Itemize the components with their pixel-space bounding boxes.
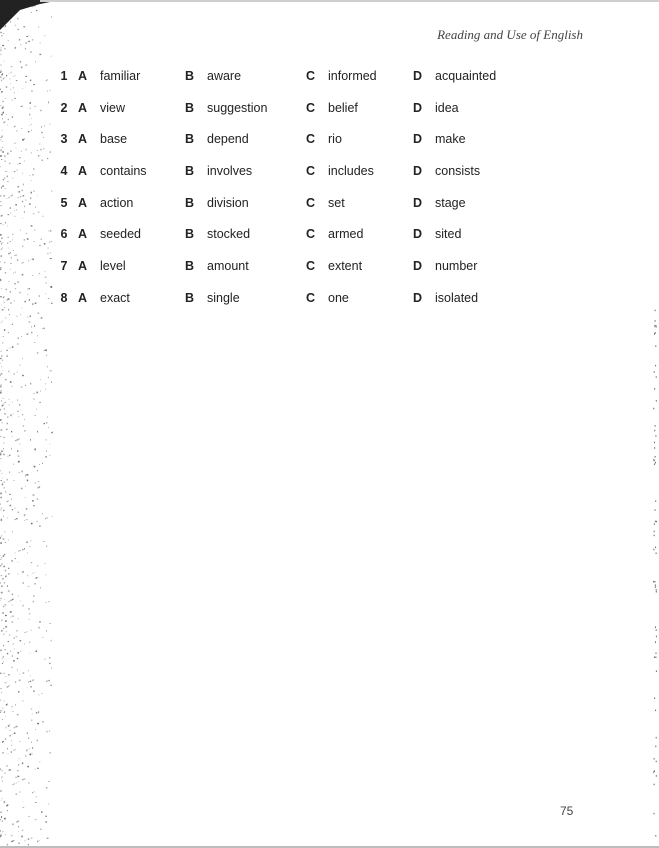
option-letter: B xyxy=(185,100,195,115)
option-word: stocked xyxy=(207,227,251,242)
option-letter: A xyxy=(78,290,88,305)
option-letter: A xyxy=(78,258,88,273)
option-letter: D xyxy=(413,258,423,273)
option-word: sited xyxy=(435,227,462,242)
option-word: depend xyxy=(207,132,249,147)
question-row xyxy=(50,123,525,155)
option-letter: A xyxy=(78,100,88,115)
question-number: 1 xyxy=(60,68,68,83)
question-number: 8 xyxy=(60,290,68,305)
option-word: familiar xyxy=(100,68,141,83)
option-word: isolated xyxy=(435,290,479,305)
option-word: involves xyxy=(207,163,253,178)
question-row xyxy=(50,250,525,282)
option-letter: A xyxy=(78,227,88,242)
question-number: 3 xyxy=(60,132,68,147)
scan-edge-right xyxy=(653,300,657,840)
option-letter: D xyxy=(413,227,423,242)
option-letter: D xyxy=(413,163,423,178)
option-word: contains xyxy=(100,163,147,178)
question-row xyxy=(50,187,525,219)
option-word: aware xyxy=(207,68,242,83)
option-word: set xyxy=(328,195,345,210)
option-letter: C xyxy=(306,100,316,115)
option-word: acquainted xyxy=(435,68,497,83)
option-word: consists xyxy=(435,163,481,178)
option-letter: A xyxy=(78,68,88,83)
option-word: make xyxy=(435,132,466,147)
option-word: view xyxy=(100,100,126,115)
question-number: 6 xyxy=(60,227,68,242)
option-letter: A xyxy=(78,132,88,147)
option-letter: B xyxy=(185,163,195,178)
option-word: stage xyxy=(435,195,466,210)
option-letter: B xyxy=(185,290,195,305)
page-number: 75 xyxy=(560,804,574,818)
option-word: armed xyxy=(328,227,364,242)
answer-options-table xyxy=(50,60,525,314)
option-letter: C xyxy=(306,68,316,83)
option-letter: D xyxy=(413,132,423,147)
option-letter: C xyxy=(306,290,316,305)
option-word: includes xyxy=(328,163,374,178)
question-row xyxy=(50,282,525,314)
option-word: number xyxy=(435,258,478,273)
option-letter: D xyxy=(413,100,423,115)
option-letter: D xyxy=(413,195,423,210)
option-word: idea xyxy=(435,100,459,115)
question-row xyxy=(50,92,525,124)
top-rule xyxy=(40,0,659,2)
option-letter: B xyxy=(185,195,195,210)
option-letter: B xyxy=(185,132,195,147)
option-word: amount xyxy=(207,258,249,273)
option-letter: D xyxy=(413,68,423,83)
question-row xyxy=(50,218,525,250)
option-word: informed xyxy=(328,68,377,83)
option-letter: D xyxy=(413,290,423,305)
option-word: rio xyxy=(328,132,342,147)
question-number: 2 xyxy=(60,100,68,115)
option-word: exact xyxy=(100,290,130,305)
question-number: 4 xyxy=(60,163,68,178)
option-word: level xyxy=(100,258,126,273)
option-word: base xyxy=(100,132,128,147)
option-letter: B xyxy=(185,227,195,242)
question-row xyxy=(50,60,525,92)
option-word: one xyxy=(328,290,349,305)
option-word: belief xyxy=(328,100,358,115)
option-word: division xyxy=(207,195,249,210)
option-letter: B xyxy=(185,258,195,273)
question-row xyxy=(50,155,525,187)
option-letter: B xyxy=(185,68,195,83)
option-letter: C xyxy=(306,258,316,273)
answer-rows xyxy=(50,60,525,314)
running-head: Reading and Use of English xyxy=(437,27,583,42)
option-word: suggestion xyxy=(207,100,268,115)
option-letter: C xyxy=(306,132,316,147)
option-word: extent xyxy=(328,258,363,273)
option-letter: C xyxy=(306,227,316,242)
option-word: action xyxy=(100,195,134,210)
option-letter: A xyxy=(78,163,88,178)
question-number: 7 xyxy=(60,258,68,273)
option-letter: C xyxy=(306,163,316,178)
option-letter: C xyxy=(306,195,316,210)
question-number: 5 xyxy=(60,195,68,210)
option-letter: A xyxy=(78,195,88,210)
option-word: seeded xyxy=(100,227,142,242)
option-word: single xyxy=(207,290,240,305)
